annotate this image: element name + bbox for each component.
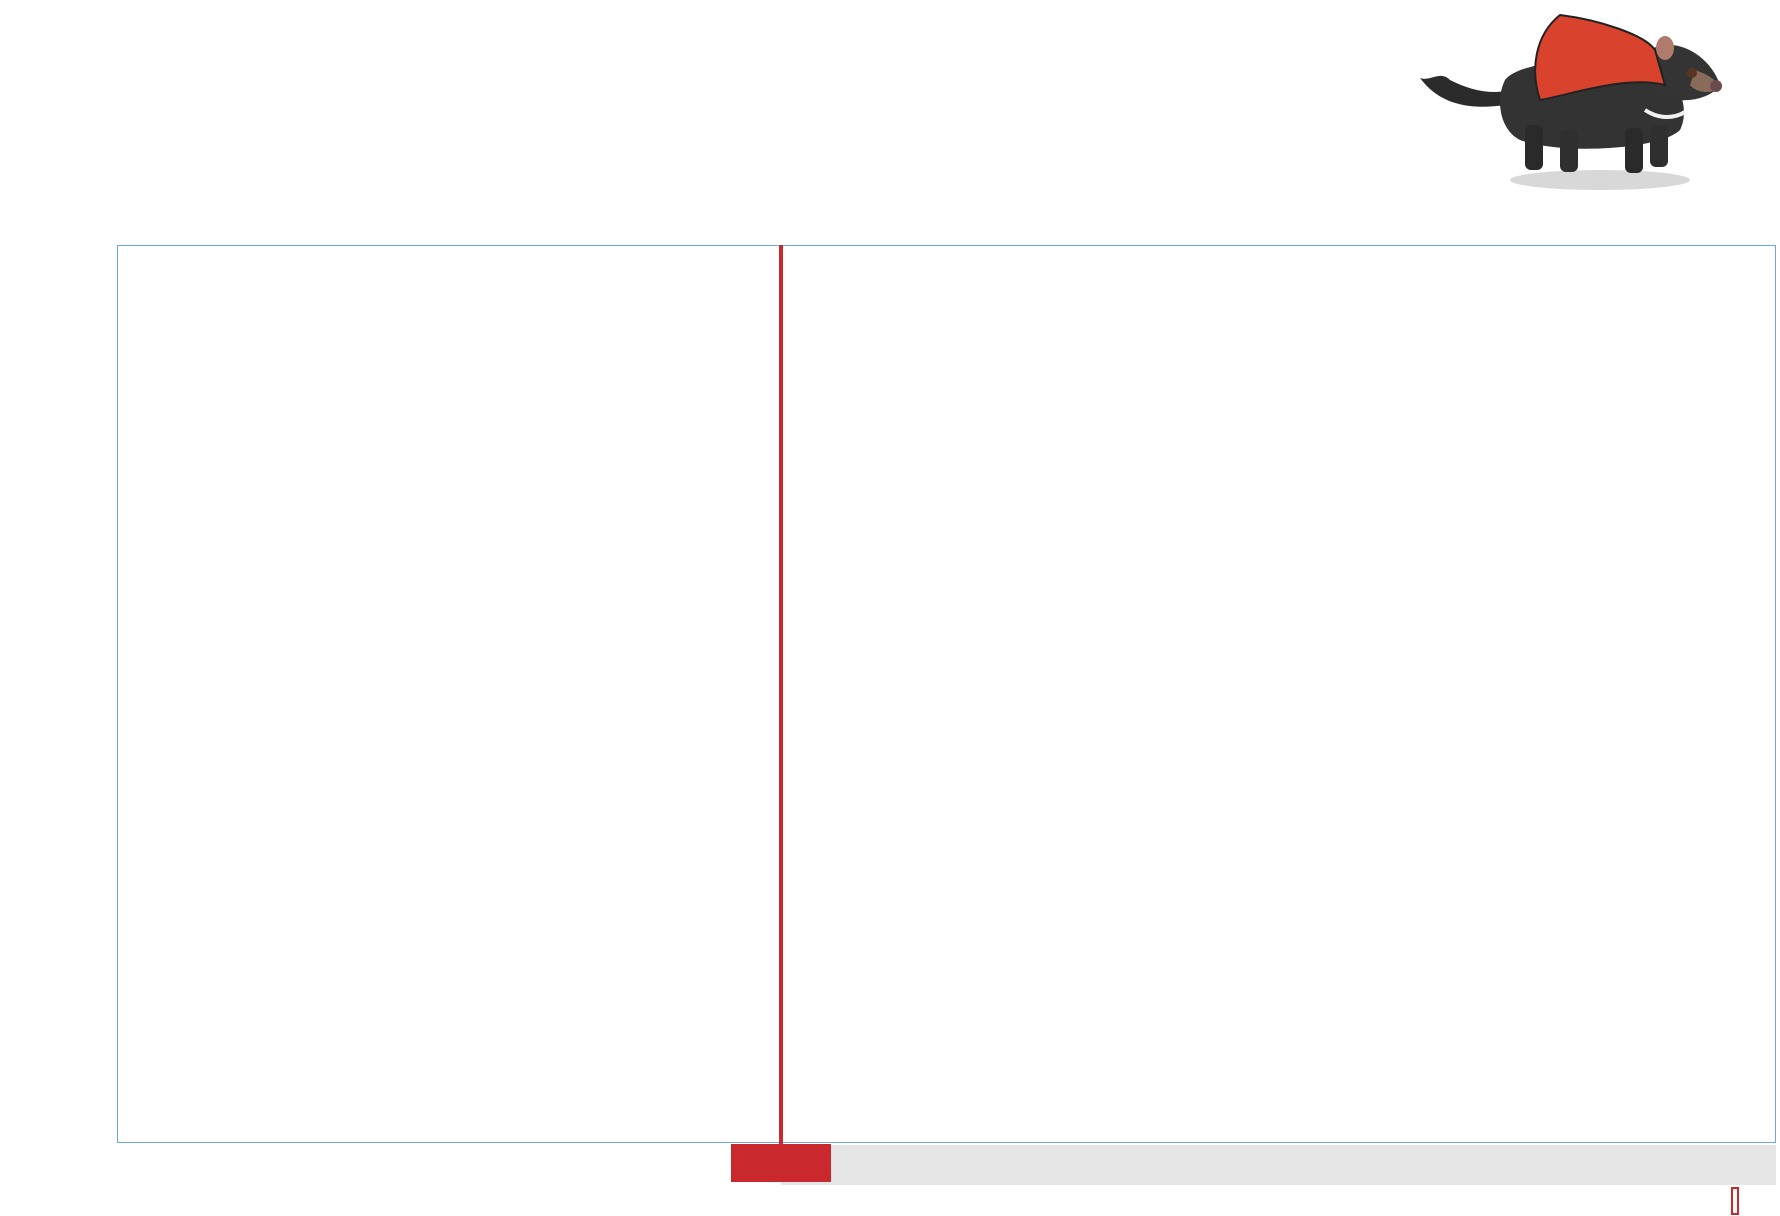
reactive-safeguards-label bbox=[781, 1145, 1776, 1185]
legend-red-box bbox=[1733, 1189, 1737, 1213]
function-header-respond bbox=[1112, 202, 1444, 244]
metrics-legend bbox=[1733, 1189, 1737, 1213]
function-header-identify bbox=[117, 202, 449, 244]
tasm-matrix-grid bbox=[117, 245, 1776, 1143]
function-header-protect bbox=[449, 202, 781, 244]
mascot-tasmanian-devil-icon bbox=[1410, 10, 1730, 200]
function-headers bbox=[117, 202, 1776, 244]
function-header-recover bbox=[1444, 202, 1776, 244]
attack-divider-line bbox=[779, 245, 783, 1145]
attack-badge bbox=[731, 1144, 831, 1182]
proactive-safeguards-label bbox=[117, 1145, 781, 1185]
function-header-detect bbox=[781, 202, 1113, 244]
